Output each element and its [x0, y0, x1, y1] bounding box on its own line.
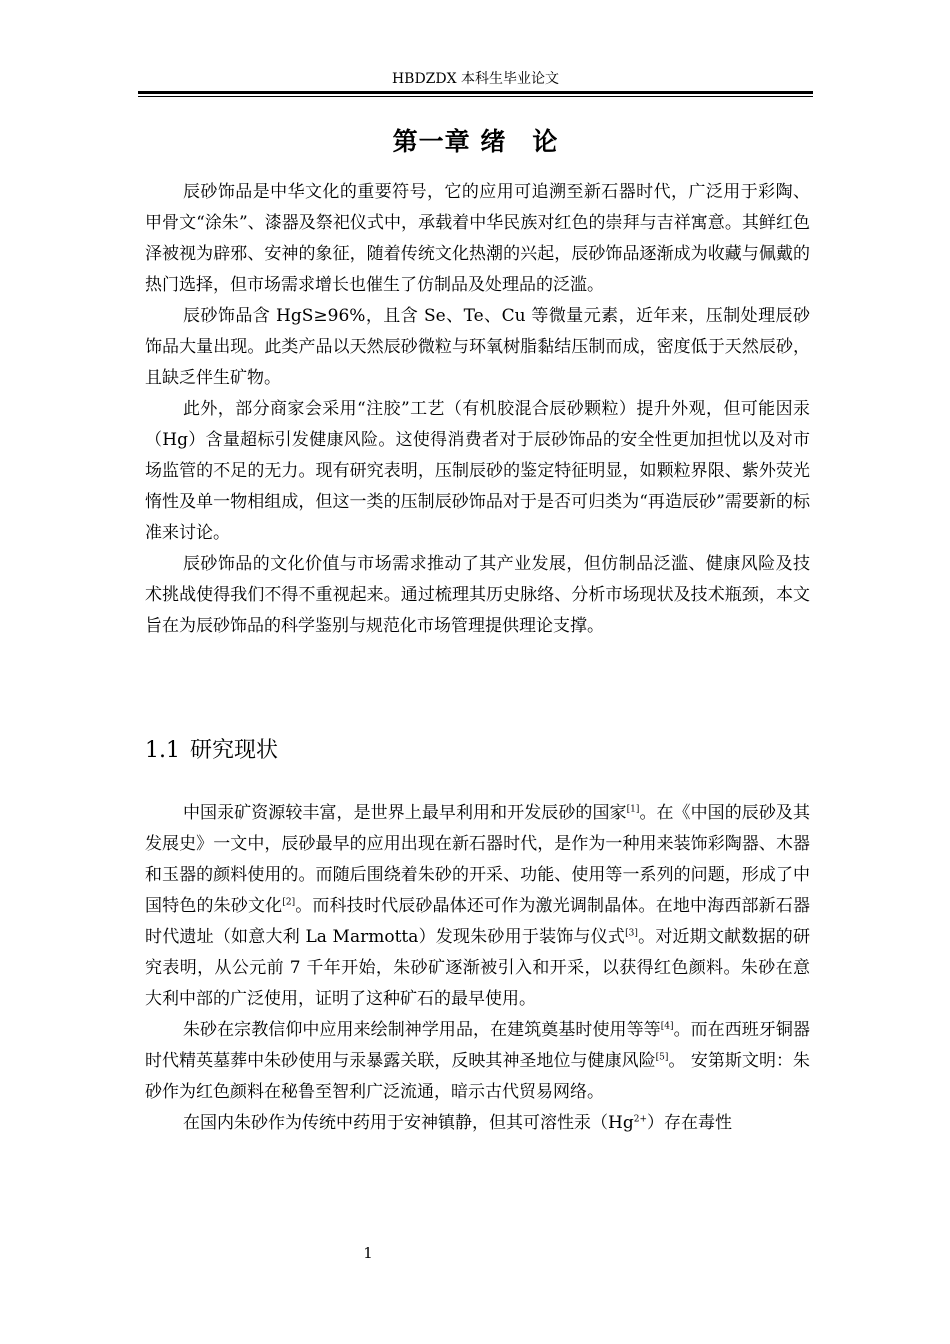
text-run: 朱砂在宗教信仰中应用来绘制神学用品，在建筑奠基时使用等等 [183, 1020, 661, 1040]
section-number: 1.1 [145, 738, 180, 763]
header-rule-thick [138, 91, 813, 94]
citation-4: [4] [660, 1021, 674, 1032]
text-run: 在国内朱砂作为传统中药用于安神镇静，但其可溶性汞（Hg [183, 1113, 634, 1133]
text-run: 。 安第斯文明：朱砂作为红色颜料在秘鲁至智利广泛流通，暗示古代贸易网络。 [145, 1051, 811, 1102]
page-number: 1 [363, 1244, 373, 1262]
text-run: 。对近期文献数据的研究表明，从公元前 7 千年开始，朱砂矿逐渐被引入和开采，以获得红色颜料。朱砂在意大利中部的广泛使用，证明了这种矿石的最早使用。 [145, 927, 811, 1009]
intro-paragraph-3: 此外，部分商家会采用“注胶”工艺（有机胶混合辰砂颗粒）提升外观，但可能因汞（Hg）含量超标引发健康风险。这使得消费者对于辰砂饰品的安全性更加担忧以及对市场监管的不足的无力。现有研究表明，压制辰砂的鉴定特征明显，如颗粒界限、紫外荧光惰性及单一物相组成，但这一类的压制辰砂饰品对于是否可归类为“再造辰砂”需要新的标准来讨论。 [145, 399, 810, 543]
text-run: 。在《中国的辰砂及其发展史》一文中，辰砂最早的应用出现在新石器时代，是作为一种用来装饰彩陶器、木器和玉器的颜料使用的。而随后围绕着朱砂的开采、功能、使用等一系列的问题，形成了中国特色的朱砂文化 [145, 803, 810, 916]
header-rule-thin [138, 96, 813, 97]
text-run: 。而在西班牙铜器时代精英墓葬中朱砂使用与汞暴露关联，反映其神圣地位与健康风险 [145, 1020, 810, 1071]
text-run: 。而科技时代辰砂晶体还可作为激光调制晶体。在地中海西部新石器时代遗址（如意大利 La Marmotta）发现朱砂用于装饰与仪式 [145, 896, 811, 947]
intro-paragraph-4: 辰砂饰品的文化价值与市场需求推动了其产业发展，但仿制品泛滥、健康风险及技术挑战使得我们不得不重视起来。通过梳理其历史脉络、分析市场现状及技术瓶颈，本文旨在为辰砂饰品的科学鉴别与规范化市场管理提供理论支撑。 [145, 554, 810, 636]
section-heading [145, 734, 810, 768]
research-paragraph-3 [145, 1108, 810, 1139]
intro-section [145, 177, 810, 642]
chapter-title: 第一章 绪 论 [392, 127, 559, 156]
research-paragraph-2 [145, 1015, 810, 1108]
mercury-ion-charge: 2+ [633, 1114, 647, 1125]
intro-paragraph-2: 辰砂饰品含 HgS≥96%，且含 Se、Te、Cu 等微量元素，近年来，压制处理辰砂饰品大量出现。此类产品以天然辰砂微粒与环氧树脂黏结压制而成，密度低于天然辰砂，且缺乏伴生矿物。 [145, 306, 810, 388]
research-section [145, 798, 810, 1139]
running-header: HBDZDX 本科生毕业论文 [391, 71, 560, 87]
citation-5: [5] [655, 1052, 669, 1063]
citation-3: [3] [625, 928, 638, 939]
research-paragraph-1 [145, 798, 810, 1015]
citation-1: [1] [626, 804, 640, 815]
section-title: 研究现状 [190, 738, 279, 763]
citation-2: [2] [282, 897, 296, 908]
text-run: 中国汞矿资源较丰富，是世界上最早利用和开发辰砂的国家 [183, 803, 627, 823]
intro-paragraph-1: 辰砂饰品是中华文化的重要符号，它的应用可追溯至新石器时代，广泛用于彩陶、甲骨文“涂朱”、漆器及祭祀仪式中，承载着中华民族对红色的崇拜与吉祥寓意。其鲜红色泽被视为辟邪、安神的象征，随着传统文化热潮的兴起，辰砂饰品逐渐成为收藏与佩戴的热门选择，但市场需求增长也催生了仿制品及处理品的泛滥。 [145, 182, 810, 295]
text-run: ）存在毒性 [647, 1113, 732, 1133]
